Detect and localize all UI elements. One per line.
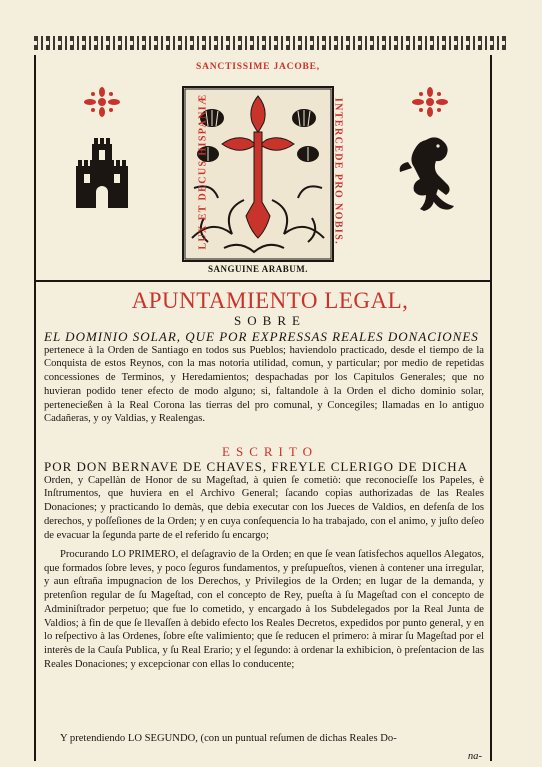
document-subtitle: SOBRE [234,313,306,328]
catchword: na- [467,751,482,762]
document-title: APUNTAMIENTO LEGAL, [131,288,409,313]
intro-body: pertenece à la Orden de Santiago en todos sus Pueblos; haviendolo practicado, desde el tiempo de la Conquista de estos Reynos, con la mas notoria utilidad, comun, y particular; por medio de repetidas concessiones de Terminos, y Heredamientos; despachadas por los Capitulos Generales; que no huvieran podido tener efecto de modo alguno; si, faltandole à la Orden el dicho dominio solar, pertenecießen à la Real Corona las tierras del pro comunal, y Concegiles; llamadas en lo antiguo Cadañeras, y oy Valdias, y Realengas. [44,344,484,425]
right-legend: INTERCEDE PRO NOBIS. [332,97,344,246]
rosette-ornament-icon [82,86,122,118]
header-divider-rule [34,280,492,282]
intro-paragraph [44,330,484,426]
top-legend: SANCTISSIME JACOBE, [196,62,320,72]
lion-rampant-icon [396,132,462,218]
rosette-ornament-icon [410,86,450,118]
author-body: Orden, y Capellàn de Honor de su Mageſtad, à quien ſe cometiò: que reconocieſſe los Papeles, è Inſtrumentos, que huviera en el Archivo General; ſacando copias authorizadas de las Reales Donaciones; y practicando lo demàs, que debia executar con los Jueces de Valdios, en defenſa de los derechos, y poſſeſiones de la Orden; y en cuya conſequencia lo ha trabajado, con el animo, y juſto deſeo de evacuar la ſegunda parte de el referido ſu encargo; [44,474,484,541]
paragraph-lo-segundo: Y pretendiendo LO SEGUNDO, (con un puntual reſumen de dichas Reales Do- [60,733,397,744]
paragraph-lo-primero: Procurando LO PRIMERO, el deſagravio de la Orden; en que ſe vean ſatisfechos aquellos Alegatos, que formados ſobre leves, y poco ſeguros fundamentos, y preſupueſtos, vienen à contener una irregular, y aun eſtraña impugnacion de los Derechos, y Privilegios de la Orden; en lugar de la demanda, y pretenſion regular de ſu Mageſtad, con el concepto de Rey, pueſta à ſu Mageſtad con el concepto de Adminiſtrador perpetuo; que fue lo cometido, y encargado à los Subdelegados por la Real Junta de Valdios; à fin de que ſe llevaſſen à debido efecto los Reales Decretos, expedidos por punto general, y en lo reſpectivo à las Ordenes, ſobre eſte valimiento; que ſe reducen el primero: à mirar ſu Mageſtad por el interès de la Cauſa Publica, y ſu Real Erario; y el ſegundo: à ordenar la exhibicion, ò preſentacion de las Reales Donaciones; y excepcionar con ellas lo conducente; [44,549,484,670]
top-ornament-border [34,36,508,50]
escrito-heading: ESCRITO [222,444,318,459]
left-legend: LUX ET DECUS HISPANIÆ [197,93,209,250]
intro-heading-line: EL DOMINIO SOLAR, QUE POR EXPRESSAS REALES DONACIONES [44,329,479,344]
bottom-legend: SANGUINE ARABUM. [207,264,308,274]
castle-icon [74,132,130,210]
author-heading-line: POR DON BERNAVE DE CHAVES, FREYLE CLERIGO DE DICHA [44,459,469,474]
left-margin-rule [34,55,36,761]
author-paragraph [44,460,484,542]
right-margin-rule [490,55,492,761]
